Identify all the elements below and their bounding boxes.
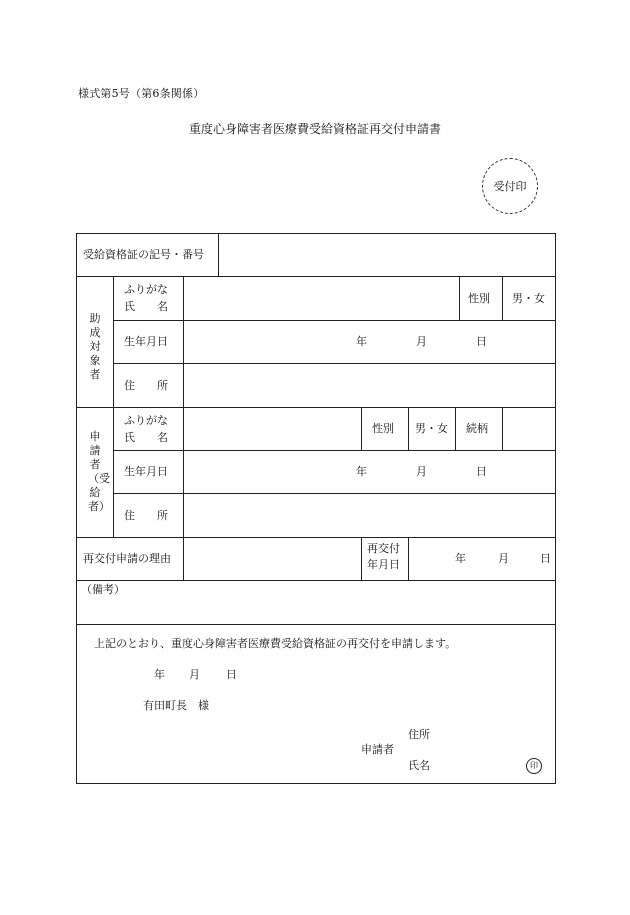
applicant-relation-label: 続柄 xyxy=(466,422,488,435)
col-divider xyxy=(183,276,184,580)
applicant-name-label: 氏 名 xyxy=(124,431,168,444)
applicant-address-field[interactable] xyxy=(189,498,549,532)
col-divider xyxy=(455,407,456,450)
subject-birth-year: 年 xyxy=(356,335,367,348)
row-divider xyxy=(77,624,555,625)
declaration-month: 月 xyxy=(189,668,200,681)
col-divider xyxy=(361,407,362,450)
addressee: 有田町長 様 xyxy=(143,699,209,712)
row-divider xyxy=(77,407,555,408)
remarks-label: （備考） xyxy=(81,583,125,596)
row-divider xyxy=(113,320,555,321)
subject-birth-day: 日 xyxy=(476,335,487,348)
applicant-birth-label: 生年月日 xyxy=(124,465,168,478)
applicant-sex-options[interactable]: 男・女 xyxy=(415,422,448,435)
row-divider xyxy=(113,363,555,364)
applicant-birth-month: 月 xyxy=(416,465,427,478)
col-divider xyxy=(502,407,503,450)
reason-field[interactable] xyxy=(189,542,355,576)
declaration-day: 日 xyxy=(226,668,237,681)
applicant-sign-label: 申請者 xyxy=(361,743,394,756)
reissue-month: 月 xyxy=(498,552,509,565)
row-divider xyxy=(77,537,555,538)
applicant-section-main: 申請者 xyxy=(89,430,101,471)
applicant-birth-year: 年 xyxy=(356,465,367,478)
application-form xyxy=(76,233,556,784)
col-divider xyxy=(218,234,219,276)
applicant-furigana-label: ふりがな xyxy=(124,414,168,427)
page-title: 重度心身障害者医療費受給資格証再交付申請書 xyxy=(188,122,441,136)
subject-birth-label: 生年月日 xyxy=(124,335,168,348)
declaration-statement: 上記のとおり、重度心身障害者医療費受給資格証の再交付を申請します。 xyxy=(94,637,457,650)
applicant-section-paren: （受給者） xyxy=(88,472,110,513)
applicant-address-sign-label: 住所 xyxy=(408,728,430,741)
applicant-name-field[interactable] xyxy=(189,412,355,446)
applicant-section-label xyxy=(88,430,110,514)
col-divider xyxy=(459,276,460,320)
row-divider xyxy=(77,276,555,277)
subject-birth-month: 月 xyxy=(416,335,427,348)
reason-label: 再交付申請の理由 xyxy=(83,552,171,565)
applicant-relation-field[interactable] xyxy=(507,412,549,446)
subject-name-field[interactable] xyxy=(189,282,453,316)
applicant-birth-day: 日 xyxy=(476,465,487,478)
subject-sex-label: 性別 xyxy=(468,292,490,305)
applicant-sex-label: 性別 xyxy=(372,422,394,435)
row-divider xyxy=(77,580,555,581)
col-divider xyxy=(113,276,114,537)
col-divider xyxy=(361,537,362,580)
cert-number-label: 受給資格証の記号・番号 xyxy=(83,248,204,261)
declaration-year: 年 xyxy=(154,668,165,681)
form-number: 様式第5号（第6条関係） xyxy=(78,87,205,100)
remarks-field[interactable] xyxy=(127,584,547,618)
subject-section-label: 助成対象者 xyxy=(89,312,101,381)
reissue-year: 年 xyxy=(455,552,466,565)
applicant-address-label: 住 所 xyxy=(124,509,168,522)
reception-stamp-label: 受付印 xyxy=(493,180,527,193)
subject-sex-options[interactable]: 男・女 xyxy=(512,292,545,305)
subject-address-field[interactable] xyxy=(189,368,549,402)
reissue-date-label-line1: 再交付 xyxy=(367,542,400,555)
applicant-name-sign-label: 氏名 xyxy=(408,759,430,772)
subject-furigana-label: ふりがな xyxy=(124,283,168,296)
reissue-date-label-line2: 年月日 xyxy=(367,558,400,571)
reception-stamp-area xyxy=(482,158,538,214)
col-divider xyxy=(502,276,503,320)
row-divider xyxy=(113,450,555,451)
col-divider xyxy=(408,407,409,450)
cert-number-field[interactable] xyxy=(227,240,547,270)
subject-name-label: 氏 名 xyxy=(124,300,168,313)
row-divider xyxy=(113,493,555,494)
subject-address-label: 住 所 xyxy=(124,379,168,392)
seal-mark-icon: 印 xyxy=(526,758,542,774)
reissue-day: 日 xyxy=(540,552,551,565)
col-divider xyxy=(408,537,409,580)
